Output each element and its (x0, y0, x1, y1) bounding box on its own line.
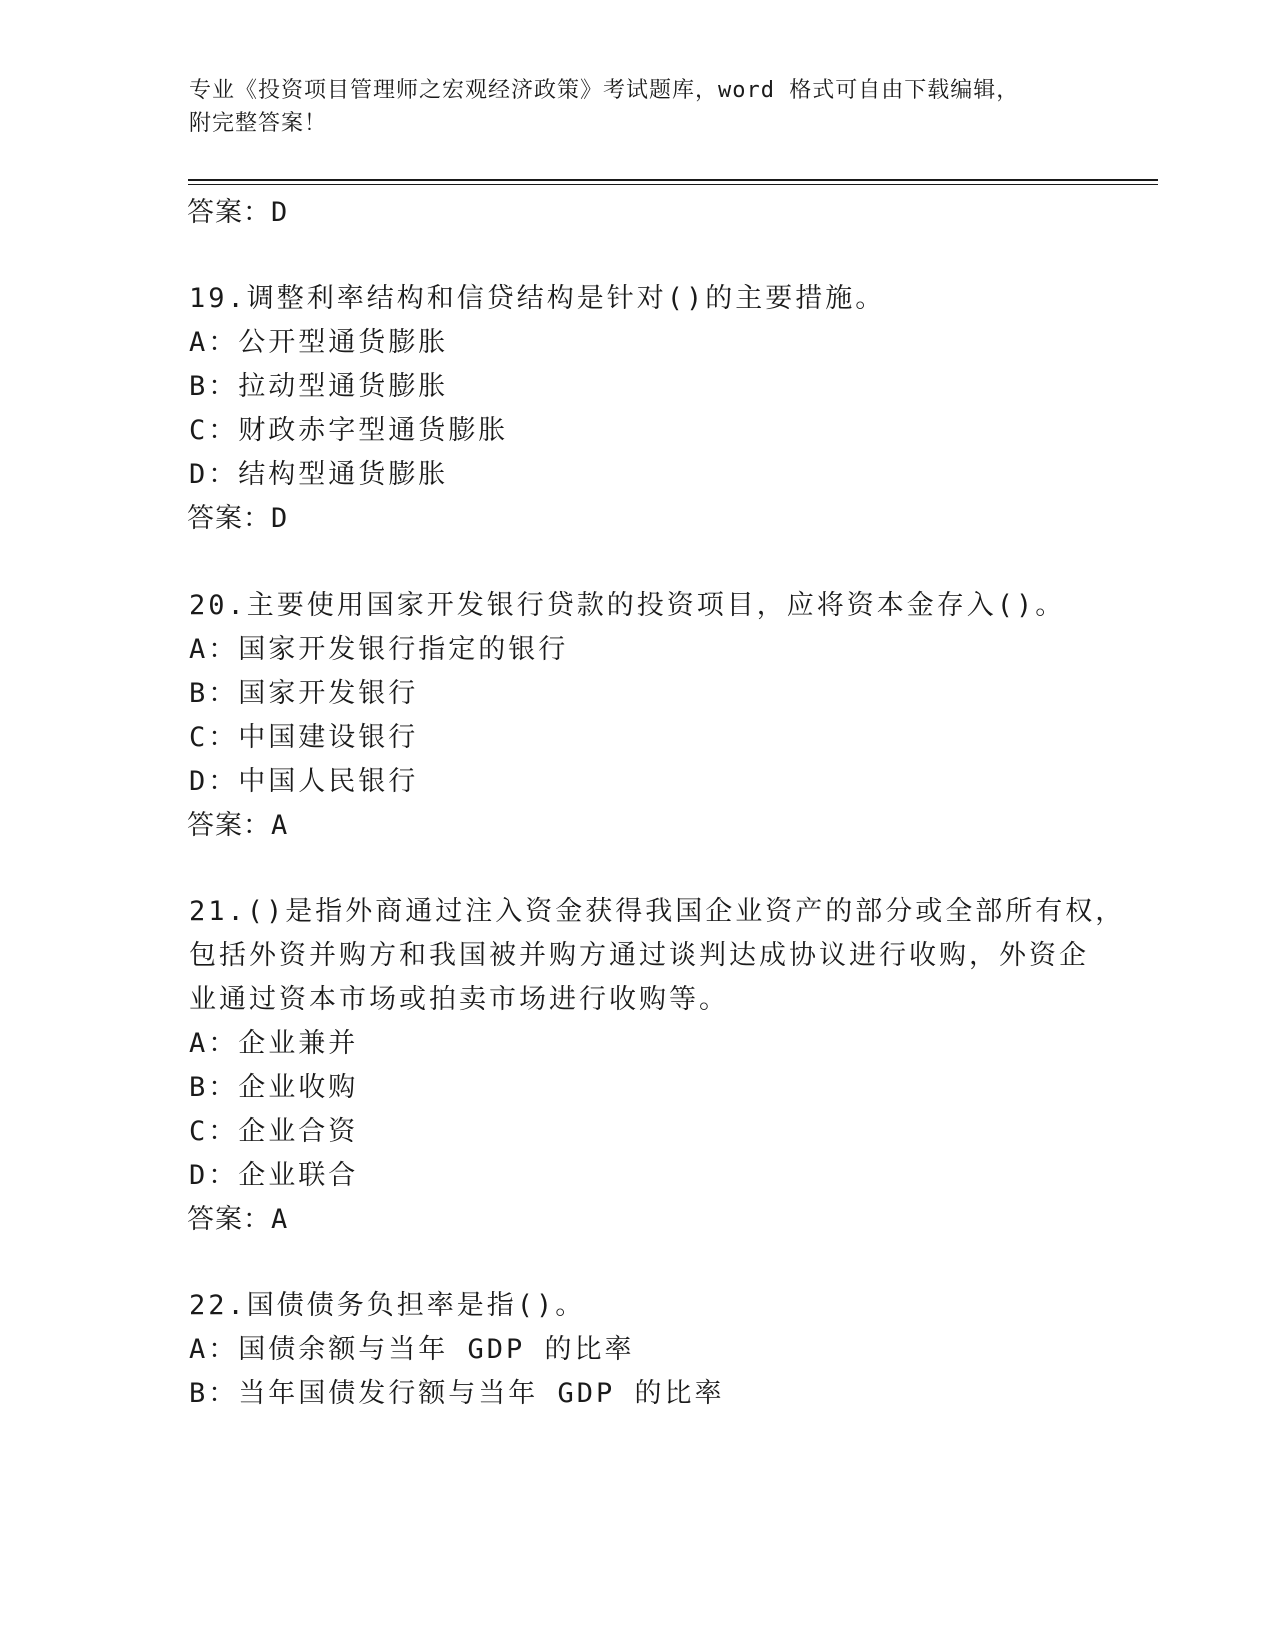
answer-value: A (271, 1204, 289, 1235)
header-line-2: 附完整答案！ (189, 111, 328, 136)
question-19-option-a: A：公开型通货膨胀 (189, 327, 449, 358)
question-21-stem-line-1: 21.()是指外商通过注入资金获得我国企业资产的部分或全部所有权， (189, 896, 1126, 927)
question-20-option-b: B：国家开发银行 (189, 678, 419, 709)
question-19-answer (187, 496, 288, 535)
document-header (189, 74, 1089, 140)
header-line-1: 专业《投资项目管理师之宏观经济政策》考试题库，word 格式可自由下载编辑， (189, 78, 1020, 103)
question-20-answer (187, 803, 288, 842)
answer-label: 答案： (187, 1204, 271, 1235)
answer-value: D (271, 503, 289, 534)
question-20-stem: 20.主要使用国家开发银行贷款的投资项目，应将资本金存入()。 (189, 590, 1066, 621)
answer-label: 答案： (187, 503, 271, 534)
question-20-option-d: D：中国人民银行 (189, 766, 419, 797)
answer-value: A (271, 810, 289, 841)
question-22-option-b: B：当年国债发行额与当年 GDP 的比率 (189, 1378, 725, 1409)
question-21-option-d: D：企业联合 (189, 1160, 359, 1191)
question-22-stem: 22.国债债务负担率是指()。 (189, 1290, 586, 1321)
question-19-option-b: B：拉动型通货膨胀 (189, 371, 449, 402)
question-21-option-a: A：企业兼并 (189, 1028, 359, 1059)
question-21-answer (187, 1197, 288, 1236)
question-21-option-b: B：企业收购 (189, 1072, 359, 1103)
question-20-option-a: A：国家开发银行指定的银行 (189, 634, 569, 665)
header-divider-thick (188, 179, 1158, 181)
question-19-option-d: D：结构型通货膨胀 (189, 459, 449, 490)
question-21-option-c: C：企业合资 (189, 1116, 359, 1147)
question-20-option-c: C：中国建设银行 (189, 722, 419, 753)
question-19-stem: 19.调整利率结构和信贷结构是针对()的主要措施。 (189, 283, 886, 314)
question-21-stem-line-3: 业通过资本市场或拍卖市场进行收购等。 (189, 984, 729, 1015)
question-19-option-c: C：财政赤字型通货膨胀 (189, 415, 509, 446)
answer-label: 答案： (187, 810, 271, 841)
answer-label: 答案： (187, 197, 271, 228)
answer-previous (187, 190, 288, 229)
question-21-stem-line-2: 包括外资并购方和我国被并购方通过谈判达成协议进行收购，外资企 (189, 940, 1089, 971)
header-divider-thin (188, 184, 1158, 185)
answer-value: D (271, 197, 289, 228)
question-22-option-a: A：国债余额与当年 GDP 的比率 (189, 1334, 635, 1365)
